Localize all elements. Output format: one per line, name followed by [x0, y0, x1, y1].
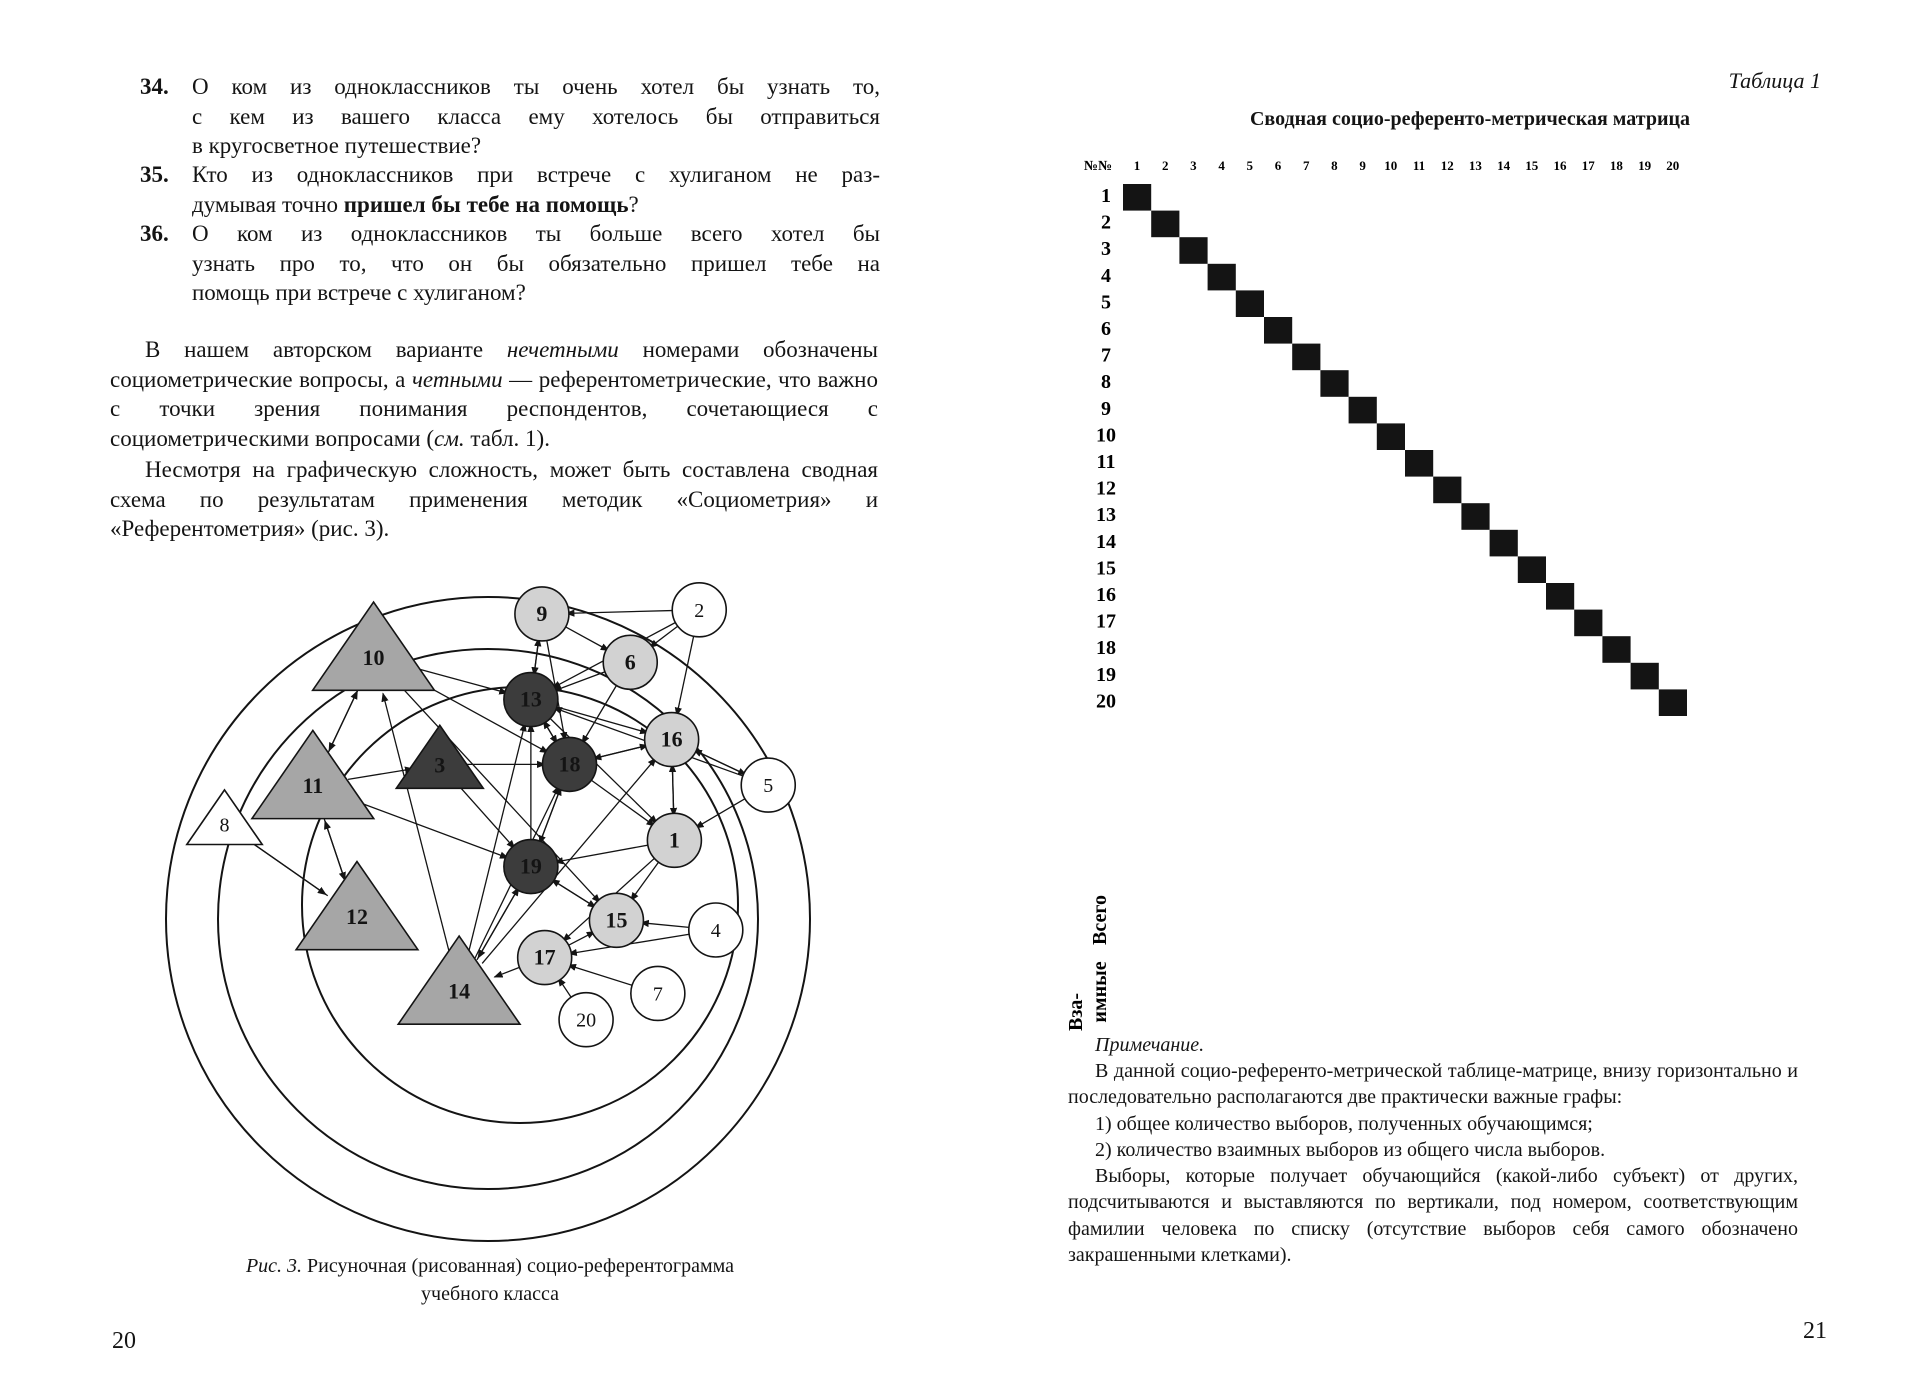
question-line	[140, 190, 880, 220]
table-label: Таблица 1	[1728, 68, 1821, 93]
diagonal-cell	[1433, 477, 1461, 504]
column-number: 18	[1609, 158, 1623, 173]
column-number: 8	[1331, 158, 1338, 173]
row-number: 6	[1101, 318, 1111, 340]
choice-arrow	[346, 798, 508, 858]
column-number: 20	[1666, 158, 1680, 173]
diagonal-cell	[1631, 663, 1659, 690]
question-number: 36.	[140, 221, 169, 246]
row-number: 15	[1096, 557, 1116, 580]
diagonal-cell	[1151, 211, 1179, 238]
diagonal-cell	[1292, 344, 1320, 371]
node-label: 4	[710, 920, 721, 942]
sociogram-nodes	[187, 583, 795, 1047]
note-heading: Примечание.	[1095, 1034, 1205, 1056]
row-number: 3	[1101, 238, 1111, 261]
text-run: табл. 1).	[464, 425, 550, 451]
row-number: 11	[1096, 451, 1116, 473]
choice-arrow	[562, 625, 609, 651]
column-headers	[1134, 158, 1680, 173]
choice-arrow	[244, 837, 328, 896]
table-title: Сводная социо-референто-метрическая матрица	[1249, 108, 1691, 130]
question-line: Кто из одноклассников при встрече с хулиганом не раз-	[192, 162, 880, 187]
column-number: 2	[1161, 158, 1169, 173]
caption-label: Рис. 3.	[245, 1255, 303, 1277]
choice-arrow	[468, 723, 525, 956]
mutual-row-label-1: Вза-	[1065, 992, 1087, 1032]
socio-matrix	[960, 150, 1921, 1032]
node-label: 12	[346, 904, 368, 930]
row-number: 4	[1101, 264, 1111, 287]
question-35	[140, 160, 880, 219]
paragraph-2: Несмотря на графическую сложность, может быть составлена сводная схема по результатам применения методик «Социометрия» и «Референтометрия» (рис. 3).	[110, 457, 878, 541]
row-number: 13	[1096, 504, 1116, 527]
choice-arrow	[641, 923, 693, 928]
diagonal-cell	[1546, 583, 1574, 610]
choice-arrow	[457, 783, 515, 848]
question-number: 35.	[140, 162, 169, 187]
node-label: 1	[668, 827, 680, 853]
diagonal-cell	[1377, 423, 1405, 450]
node-label: 10	[362, 644, 385, 670]
node-label: 13	[519, 686, 542, 712]
column-number: 7	[1302, 158, 1310, 173]
diagonal-cell	[1574, 610, 1602, 637]
diagonal-cell	[1490, 530, 1518, 557]
question-line: О ком из одноклассников ты больше всего хотел бы	[192, 221, 880, 246]
right-page	[960, 0, 1921, 1395]
note-body	[1068, 1058, 1798, 1268]
node-label: 15	[605, 907, 628, 933]
row-number: 10	[1096, 424, 1116, 447]
question-36	[140, 219, 880, 308]
text-run: В нашем авторском варианте	[145, 337, 507, 362]
note-item-1: 1) общее количество выборов, полученных обучающимся;	[1095, 1112, 1593, 1135]
diagonal-cell	[1461, 503, 1489, 530]
node-label: 18	[558, 751, 581, 777]
note-paragraph: В данной социо-референто-метрической таблице-матрице, внизу горизонтально и последовательно располагаются две практически важные графы:	[1068, 1060, 1798, 1109]
choice-arrow	[325, 821, 346, 882]
diagonal-cell	[1518, 556, 1546, 583]
choice-arrow	[551, 879, 597, 908]
node-label: 7	[652, 983, 663, 1006]
diagonal-cell	[1123, 184, 1151, 211]
row-number: 17	[1096, 610, 1116, 633]
page-number-right: 21	[1803, 1318, 1827, 1344]
row-number: 9	[1101, 397, 1111, 420]
text-run: номерами обозначены социометрические вопросы, а	[110, 337, 878, 392]
node-label: 19	[519, 853, 542, 879]
italic-run: нечетными	[506, 337, 619, 362]
column-number: 10	[1384, 158, 1398, 173]
column-number: 13	[1468, 158, 1482, 173]
question-line: с кем из вашего класса ему хотелось бы отправиться	[192, 103, 880, 129]
diagonal-cell	[1659, 689, 1687, 716]
column-number: 6	[1274, 158, 1282, 173]
note-paragraph: Выборы, которые получает обучающийся (какой-либо субъект) от других, подсчитываются и выставляются по вертикали, под номером, соответствующим фамилии человека по списку (отсутствие выборов себя самого обозначено закрашенными клетками).	[1068, 1165, 1798, 1267]
column-number: 17	[1581, 158, 1595, 173]
note-item-2: 2) количество взаимных выборов из общего числа выборов.	[1095, 1138, 1606, 1161]
column-number: 4	[1218, 158, 1225, 173]
choice-arrow	[692, 749, 746, 774]
question-line: узнать про то, что он бы обязательно пришел тебе на	[192, 250, 880, 276]
row-number: 18	[1096, 637, 1116, 660]
node-label: 2	[694, 599, 705, 622]
column-number: 12	[1440, 158, 1454, 173]
left-page	[0, 0, 960, 1395]
column-number: 19	[1638, 158, 1652, 173]
column-number: 9	[1359, 158, 1366, 173]
column-number: 15	[1525, 158, 1539, 173]
node-label: 9	[536, 600, 548, 626]
page-number-left: 20	[112, 1328, 136, 1354]
node-label: 16	[660, 726, 683, 752]
node-label: 3	[434, 752, 446, 778]
column-number: 5	[1246, 158, 1254, 173]
corner-header: №№	[1083, 159, 1113, 174]
choice-arrow	[565, 932, 595, 947]
node-label: 20	[576, 1009, 597, 1032]
choice-arrow	[582, 682, 619, 744]
choice-arrow	[539, 786, 561, 844]
choice-arrow	[593, 745, 649, 759]
choice-arrow	[588, 778, 655, 826]
choice-arrow	[534, 638, 539, 677]
question-text: ?	[628, 191, 639, 217]
row-number: 5	[1101, 291, 1111, 314]
total-row-label: Всего	[1089, 895, 1111, 945]
node-label: 11	[302, 773, 324, 799]
row-number: 14	[1096, 530, 1116, 553]
row-number: 7	[1101, 344, 1111, 367]
diagonal-cells	[1123, 184, 1687, 716]
diagonal-cell	[1320, 370, 1348, 397]
diagonal-cell	[1179, 237, 1207, 264]
question-34	[140, 72, 880, 161]
choice-arrow	[672, 763, 673, 817]
diagonal-cell	[1208, 264, 1236, 291]
column-number: 1	[1133, 158, 1141, 173]
question-line: О ком из одноклассников ты очень хотел бы узнать то,	[192, 74, 880, 99]
question-number: 34.	[140, 74, 169, 99]
diagonal-cell	[1264, 317, 1292, 344]
row-number: 8	[1101, 371, 1111, 394]
question-text: думывая точно	[192, 191, 344, 217]
choice-arrow	[478, 886, 519, 958]
caption-text: Рисуночная (рисованная) социо-референтограмма	[307, 1255, 735, 1277]
row-headers	[1096, 185, 1116, 712]
text-run: — референтометрические, что важно с точки зрения понимания респондентов, сочетающиеся с социометрическими вопросами (	[110, 366, 878, 451]
column-number: 3	[1190, 158, 1197, 173]
italic-run: см.	[434, 425, 465, 451]
node-label: 14	[448, 978, 471, 1004]
node-label: 8	[219, 814, 230, 837]
row-number: 16	[1096, 584, 1116, 606]
question-line: в кругосветное путешествие?	[192, 133, 482, 158]
column-number: 11	[1412, 158, 1426, 173]
column-number: 14	[1497, 158, 1511, 173]
diagonal-cell	[1602, 636, 1630, 663]
row-number: 12	[1096, 477, 1116, 500]
paragraph-1	[110, 335, 878, 453]
row-number: 20	[1096, 690, 1116, 713]
question-line: помощь при встрече с хулиганом?	[192, 280, 526, 305]
choice-arrow	[631, 859, 661, 901]
node-label: 17	[533, 944, 556, 970]
choice-arrow	[677, 632, 695, 716]
choice-arrow	[555, 844, 652, 862]
row-number: 19	[1096, 663, 1116, 686]
node-label: 5	[763, 775, 774, 798]
column-number: 16	[1553, 158, 1567, 173]
choice-arrow	[568, 965, 636, 987]
diagonal-cell	[1349, 397, 1377, 424]
row-number: 2	[1101, 211, 1111, 234]
row-number: 1	[1101, 185, 1111, 207]
question-bold-text: пришел бы тебе на помощь	[343, 191, 629, 217]
diagonal-cell	[1405, 450, 1433, 477]
figure-caption	[140, 1252, 840, 1308]
sociogram-figure	[150, 585, 800, 1225]
node-label: 6	[624, 649, 636, 675]
diagonal-cell	[1236, 290, 1264, 317]
caption-text-line2: учебного класса	[421, 1283, 559, 1305]
mutual-row-label-2: имные	[1089, 961, 1111, 1023]
italic-run: четными	[411, 366, 503, 392]
